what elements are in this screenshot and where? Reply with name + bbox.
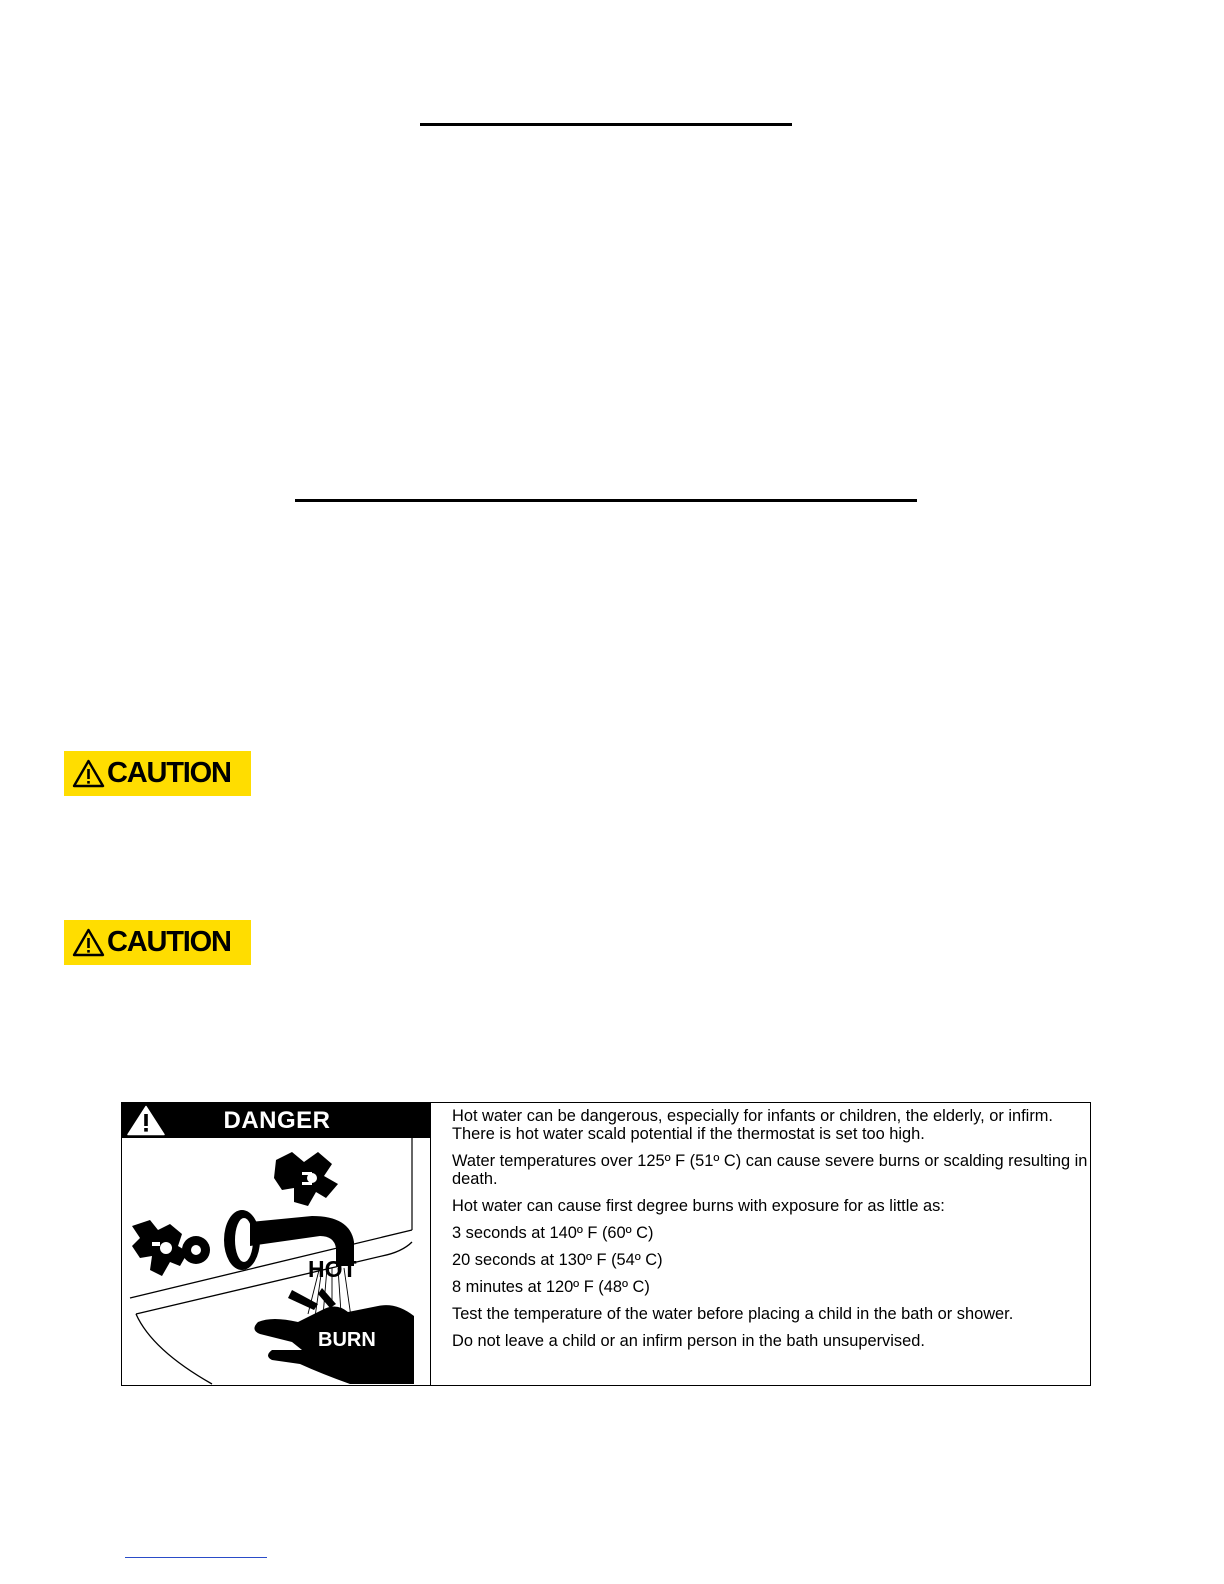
danger-warning-box xyxy=(121,1102,1091,1386)
danger-text xyxy=(452,1107,1092,1359)
danger-paragraph: Hot water can cause first degree burns with exposure for as little as: xyxy=(452,1197,945,1215)
hot-label: HOT xyxy=(308,1256,357,1282)
caution-text: CAUTION xyxy=(107,757,231,789)
danger-paragraph: Hot water can be dangerous, especially for infants or children, the elderly, or infirm. There is hot water scald potential if the thermostat is set too high. xyxy=(452,1107,1053,1143)
warning-triangle-icon xyxy=(126,1105,166,1136)
heading-underline xyxy=(295,499,917,502)
heading-underline xyxy=(420,123,792,126)
caution-label-block xyxy=(64,751,251,796)
warning-triangle-icon xyxy=(72,928,105,957)
danger-paragraph: 3 seconds at 140º F (60º C) xyxy=(452,1224,654,1242)
danger-paragraph: 20 seconds at 130º F (54º C) xyxy=(452,1251,663,1269)
link-underline xyxy=(125,1557,267,1558)
hot-water-burn-illustration xyxy=(122,1138,431,1386)
danger-paragraph: Do not leave a child or an infirm person in the bath unsupervised. xyxy=(452,1332,925,1350)
danger-divider xyxy=(430,1103,431,1386)
caution-text: CAUTION xyxy=(107,926,231,958)
danger-paragraph: Water temperatures over 125º F (51º C) can cause severe burns or scalding resulting in death. xyxy=(452,1152,1088,1188)
danger-header xyxy=(122,1103,431,1138)
warning-triangle-icon xyxy=(72,759,105,788)
danger-paragraph: 8 minutes at 120º F (48º C) xyxy=(452,1278,650,1296)
danger-paragraph: Test the temperature of the water before placing a child in the bath or shower. xyxy=(452,1305,1014,1323)
danger-title: DANGER xyxy=(223,1107,331,1134)
caution-label-block xyxy=(64,920,251,965)
burn-label: BURN xyxy=(318,1329,376,1351)
